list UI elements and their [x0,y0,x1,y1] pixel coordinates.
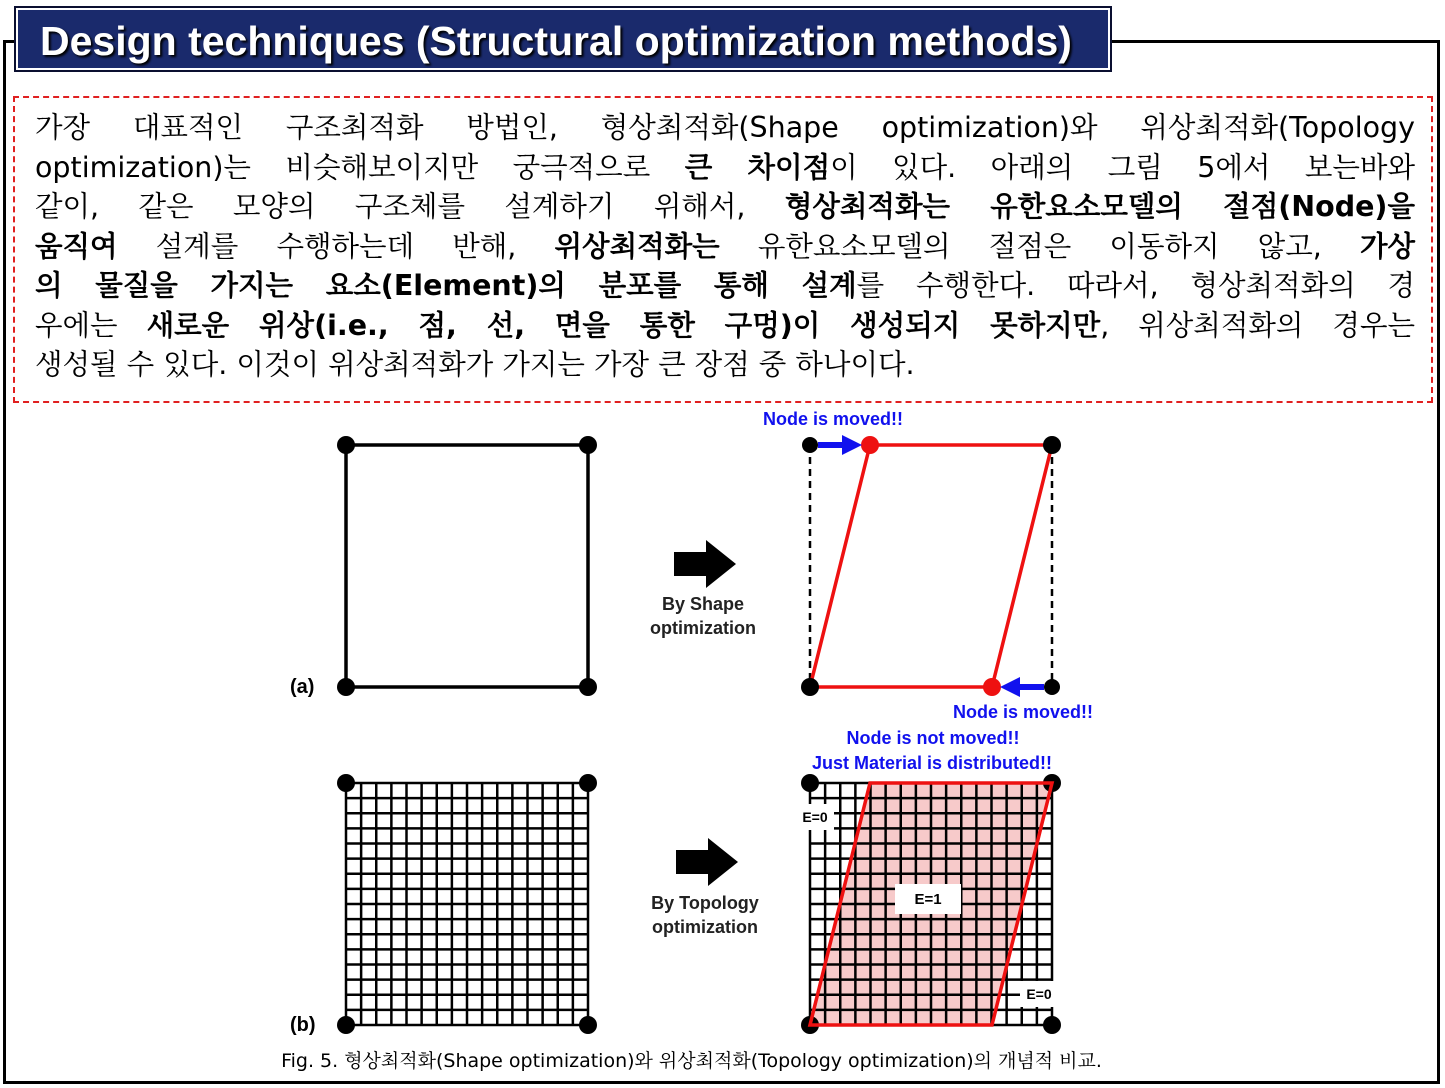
topology-original-mesh [337,774,597,1034]
paragraph-bold-run: 의 물질을 가지는 요소(Element)의 분포를 통해 설계 [35,269,857,302]
paragraph-run: 같이, 같은 모양의 구조체를 설계하기 위해서, [35,190,785,223]
paragraph-run: 우에는 [35,308,147,342]
paragraph-run: 를 수행한다. 따라서, 형상최적화의 경 [856,269,1415,302]
paragraph-run: optimization)는 비슷해보이지만 궁극적으로 [35,150,685,184]
paragraph-run: , 위상최적화의 경우는 [1100,308,1416,342]
node-moved-bottom-label: Node is moved!! [952,702,1094,722]
shape-arrow-icon [674,540,736,588]
label-a: (a) [290,676,315,698]
e1-label: E=1 [914,891,942,908]
node-not-moved-label: Node is not moved!! [846,728,1020,748]
paragraph-bold-run: 큰 차이점 [684,150,831,184]
mesh-node [579,1016,597,1034]
mesh-node [801,774,819,792]
material-distributed-label: Just Material is distributed!! [811,753,1053,773]
paragraph-bold-run: 형상최적화는 유한요소모델의 절점(Node)을 [784,190,1415,223]
figure-caption: Fig. 5. 형상최적화(Shape optimization)와 위상최적화(Topology optimization)의 개념적 비교. [281,1050,1102,1072]
node-moved-top-label: Node is moved!! [762,409,904,429]
paragraph-run: 이 있다. 아래의 그림 5에서 보는바와 [830,150,1415,184]
e0-top-label: E=0 [802,809,828,825]
paragraph-run: 생성될 수 있다. 이것이 위상최적화가 가지는 가장 큰 장점 중 하나이다. [35,348,915,381]
node-move-arrow-top-icon [818,435,862,455]
mesh-node [579,774,597,792]
paragraph-run: 가장 대표적인 구조최적화 방법인, 형상최적화(Shape optimization)와 위상최적화(Topology [35,111,1415,144]
paragraph-bold-run: 새로운 위상(i.e., 점, 선, 면을 통한 구멍)이 생성되지 못하지만 [146,308,1101,342]
shape-result [801,436,1061,696]
paragraph-bold-run: 위상최적화는 [554,229,720,263]
page-title: Design techniques (Structural optimization methods) [40,18,1072,64]
paragraph-run: 설계를 수행하는데 반해, [117,229,555,263]
mesh-node [337,774,355,792]
mesh-node [1043,1016,1061,1034]
node-move-arrow-bottom-icon [1000,677,1044,697]
shape-arrow-label-2: optimization [650,618,756,638]
topology-arrow-icon [676,838,738,886]
paragraph-bold-run: 움직여 [35,229,118,263]
mesh-node [337,1016,355,1034]
shape-arrow-label-1: By Shape [661,594,745,614]
topology-arrow-label-1: By Topology [651,893,759,913]
label-b: (b) [290,1014,316,1036]
shape-original-square [337,436,597,696]
paragraph-run: 유한요소모델의 절점은 이동하지 않고, [719,229,1360,263]
paragraph-bold-run: 가상 [1359,229,1416,263]
topology-arrow-label-2: optimization [652,917,758,937]
e0-bottom-label: E=0 [1026,986,1052,1002]
